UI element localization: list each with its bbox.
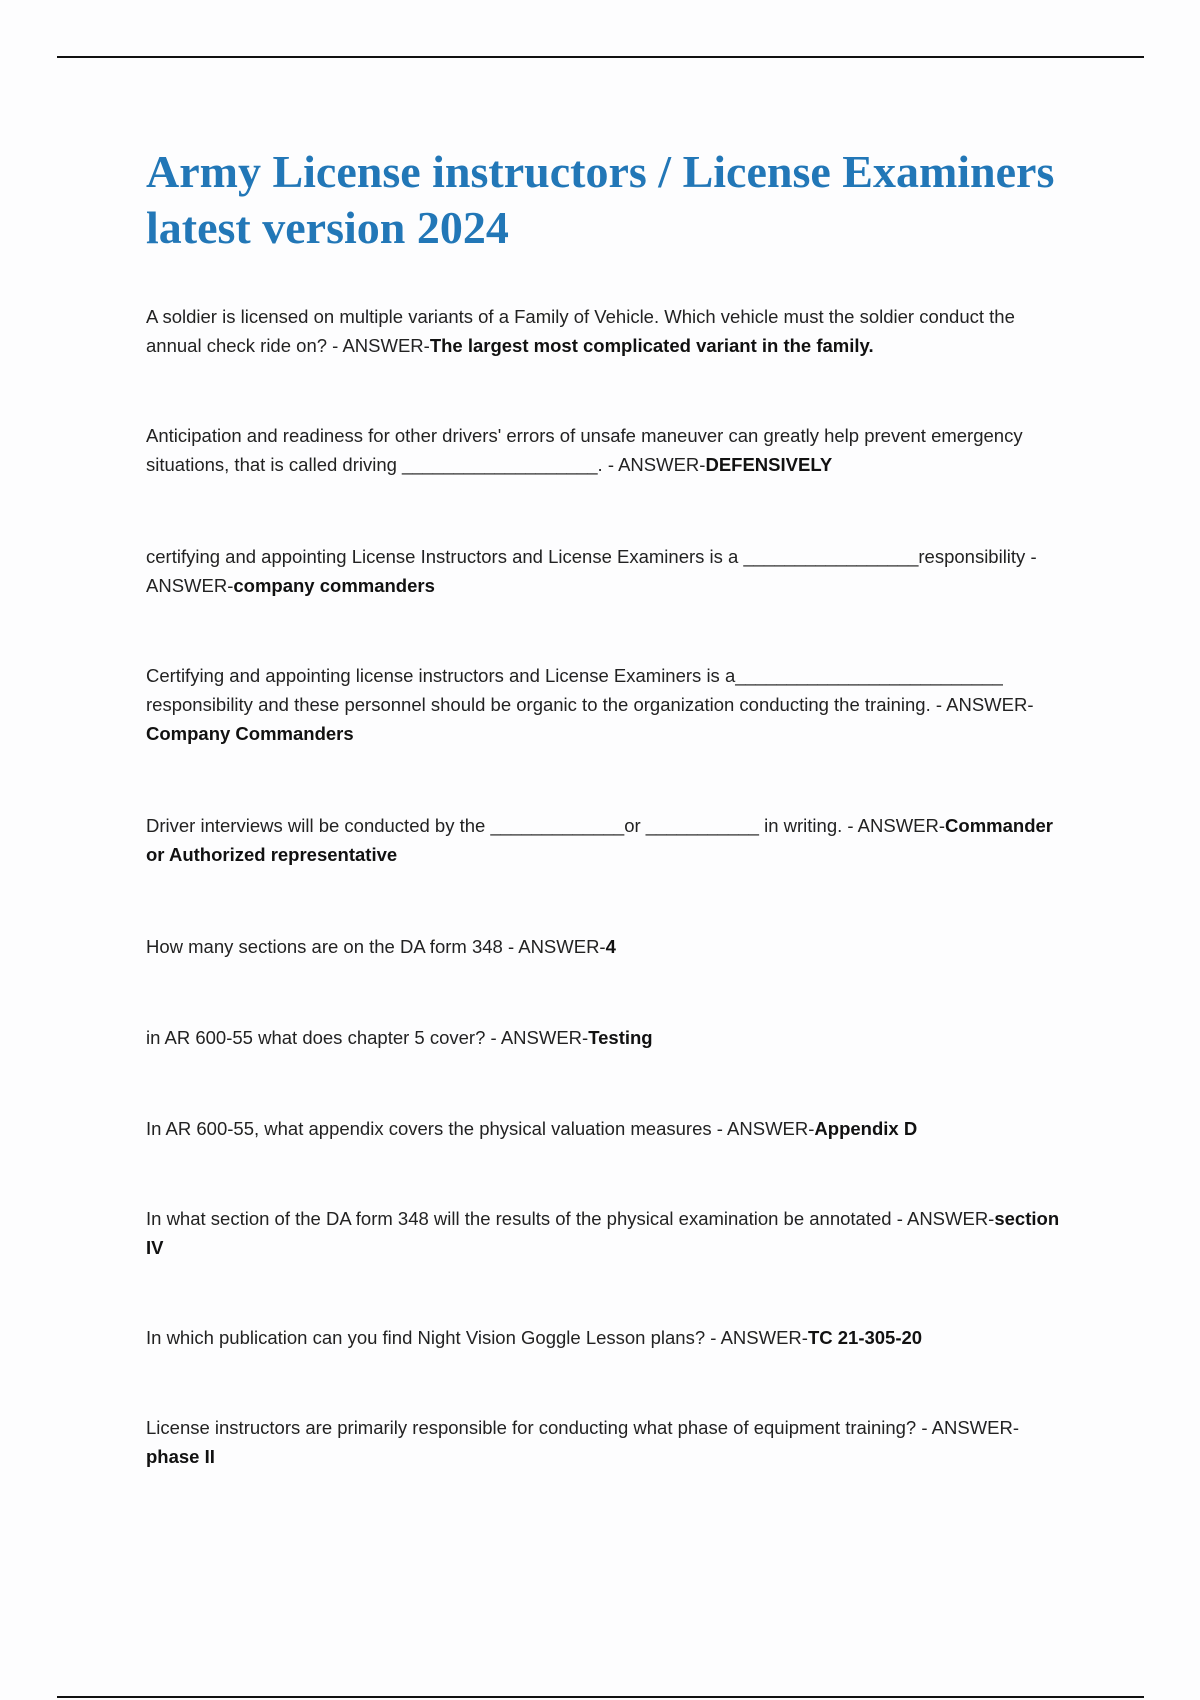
qa-item — [146, 1023, 1066, 1052]
answer-prefix: ANSWER- — [857, 815, 946, 836]
qa-item — [146, 1204, 1066, 1262]
answer-text: Company Commanders — [146, 723, 354, 744]
answer-prefix: ANSWER- — [500, 1027, 589, 1048]
answer-text: 4 — [605, 936, 616, 957]
qa-item — [146, 932, 1066, 961]
qa-item — [146, 1114, 1066, 1143]
document-title: Army License instructors / License Examiners latest version 2024 — [146, 146, 1055, 253]
answer-text: DEFENSIVELY — [705, 454, 833, 475]
answer-prefix: ANSWER- — [342, 335, 430, 356]
answer-text: The largest most complicated variant in the family. — [429, 335, 874, 356]
answer-prefix: ANSWER- — [618, 454, 706, 475]
answer-text: company commanders — [233, 575, 435, 596]
question-text: A soldier is licensed on multiple variants of a Family of Vehicle. Which vehicle must the soldier conduct the annual check ride on? - — [146, 306, 1015, 356]
question-text: In what section of the DA form 348 will the results of the physical examination be annotated - — [146, 1208, 907, 1229]
question-text: In AR 600-55, what appendix covers the physical valuation measures - — [146, 1118, 728, 1139]
qa-item — [146, 302, 1066, 360]
top-rule — [57, 56, 1144, 58]
answer-prefix: ANSWER- — [518, 936, 606, 957]
answer-prefix: ANSWER- — [946, 694, 1034, 715]
answer-prefix: ANSWER- — [906, 1208, 995, 1229]
question-text: License instructors are primarily responsible for conducting what phase of equipment training? - — [146, 1417, 932, 1438]
qa-item — [146, 811, 1066, 869]
question-text: How many sections are on the DA form 348 - — [146, 936, 519, 957]
answer-text: phase II — [146, 1446, 215, 1467]
answer-prefix: ANSWER- — [720, 1327, 808, 1348]
answer-text: Testing — [588, 1027, 653, 1048]
answer-text: Commander or Authorized representative — [146, 815, 1053, 865]
question-text: Anticipation and readiness for other drivers' errors of unsafe maneuver can greatly help prevent emergency situations, that is called driving ___________________. - — [146, 425, 1023, 475]
answer-prefix: ANSWER- — [146, 575, 234, 596]
qa-item — [146, 542, 1066, 600]
question-text: Certifying and appointing license instructors and License Examiners is a__________________________ responsibility and these personnel should be organic to the organization conducting the training. - — [146, 665, 1003, 715]
answer-text: Appendix D — [814, 1118, 918, 1139]
answer-prefix: ANSWER- — [727, 1118, 815, 1139]
qa-item — [146, 421, 1066, 479]
answer-text: section IV — [146, 1208, 1060, 1258]
qa-item — [146, 661, 1066, 748]
answer-prefix: ANSWER- — [931, 1417, 1020, 1438]
question-text: in AR 600-55 what does chapter 5 cover? - — [146, 1027, 501, 1048]
answer-text: TC 21-305-20 — [807, 1327, 923, 1348]
bottom-rule — [57, 1696, 1144, 1698]
qa-item — [146, 1413, 1066, 1471]
question-text: In which publication can you find Night Vision Goggle Lesson plans? - — [146, 1327, 721, 1348]
qa-item — [146, 1323, 1066, 1352]
question-text: Driver interviews will be conducted by the _____________or ___________ in writing. - — [146, 815, 858, 836]
question-text: certifying and appointing License Instructors and License Examiners is a _________________responsibility - — [146, 546, 1037, 567]
